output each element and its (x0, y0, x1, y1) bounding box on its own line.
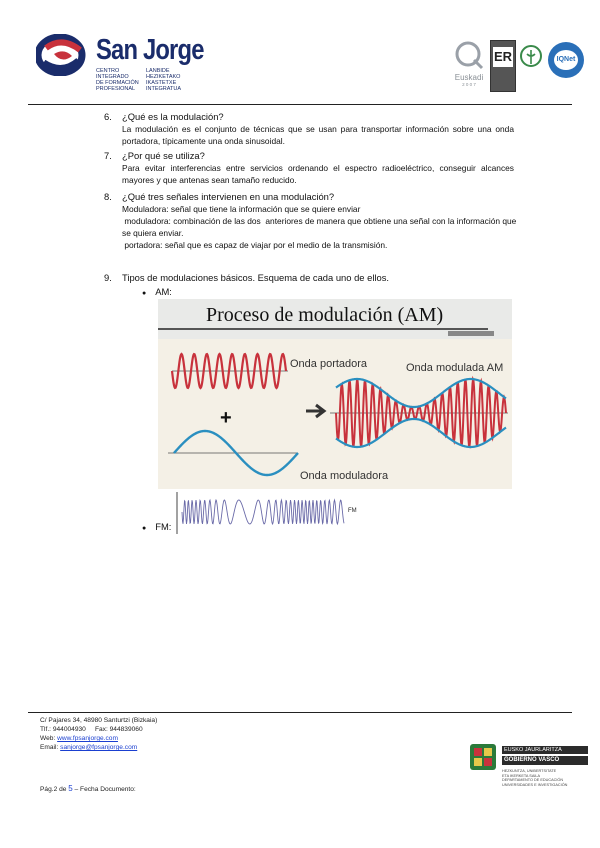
question-title: ¿Por qué se utiliza? (122, 150, 205, 161)
question-title: Tipos de modulaciones básicos. Esquema de cada uno de ellos. (122, 272, 390, 283)
gobierno-vasco-logo (468, 742, 588, 794)
question-title: ¿Qué es la modulación? (122, 111, 224, 122)
bullet-label: FM: (155, 521, 172, 532)
fm-wave (182, 500, 344, 524)
footer-divider (28, 712, 572, 713)
leaf-icon (518, 42, 544, 72)
page-info (40, 784, 136, 794)
san-jorge-logo-icon (36, 34, 88, 76)
page-total: 5 (68, 784, 73, 793)
date-label: – Fecha Documento: (74, 786, 136, 793)
dept-line: UNIVERSIDADES E INVESTIGACIÓN (502, 782, 568, 787)
modulated-label: Onda modulada AM (406, 362, 504, 374)
logo-subtitle-left (96, 68, 144, 92)
logo-sub-line: CENTRO (96, 68, 120, 74)
coat-of-arms-icon (468, 742, 498, 772)
figure-title: Proceso de modulación (AM) (206, 304, 444, 326)
carrier-label: Onda portadora (290, 358, 368, 370)
question-6 (104, 110, 524, 147)
gov-department (502, 769, 567, 787)
bullet-dot-icon: ● (142, 525, 147, 532)
bullet-fm (142, 521, 171, 532)
logo-sub-line: PROFESIONAL (96, 86, 136, 92)
logo-name: San Jorge (96, 34, 204, 66)
logo-sub-line: IKASTETXE (146, 80, 177, 86)
er-label: ER (493, 47, 513, 67)
title-bar-shade (448, 331, 494, 336)
answer-text: Para evitar interferencias entre servicios ordenando el espectro radioeléctrico, conseguir alcances mayores y que antenas sean tamaño reducido. (122, 163, 514, 185)
fm-modulation-figure (176, 492, 362, 534)
header-divider (28, 104, 572, 105)
logo-sub-line: INTEGRATUA (146, 86, 182, 92)
question-number: 6. (104, 111, 112, 122)
aenor-env-logo (518, 42, 544, 90)
footer-web (40, 734, 157, 743)
question-8 (104, 190, 524, 251)
question-number: 9. (104, 272, 112, 283)
modulating-label: Onda moduladora (300, 470, 389, 482)
answer-text: La modulación es el conjunto de técnicas que se usan para transportar información sobre una onda portadora, típicamente una onda sinusoidal. (122, 124, 514, 146)
email-link[interactable]: sanjorge@fpsanjorge.com (60, 744, 138, 751)
logo-sub-line: INTEGRADO (96, 74, 129, 80)
question-7 (104, 149, 524, 186)
fm-label: FM (348, 508, 357, 514)
web-label: Web: (40, 735, 56, 742)
answer-text: portadora: señal que es capaz de viajar por el medio de la transmisión. (122, 240, 388, 250)
question-9 (104, 271, 524, 284)
footer-phone: Tlf.: 944004930 Fax: 944839060 (40, 726, 143, 733)
email-label: Email: (40, 744, 59, 751)
question-title: ¿Qué tres señales intervienen en una modulación? (122, 191, 335, 202)
answer-text: moduladora: combinación de las dos anteriores de manera que obtiene una señal con la información que se quiera enviar. (122, 216, 519, 238)
q-quality-icon (450, 40, 488, 70)
bullet-dot-icon: ● (142, 290, 147, 297)
page-prefix: Pág.2 de (40, 786, 67, 793)
gov-name-basque: EUSKO JAURLARITZA (502, 746, 588, 754)
bullet-am (142, 286, 172, 297)
am-modulation-figure (158, 299, 512, 489)
plus-sign: + (220, 407, 232, 429)
dept-line: DEPARTAMENTO DE EDUCACIÓN (502, 778, 564, 782)
bullet-label: AM: (155, 286, 172, 297)
year-label: 2 0 0 7 (462, 82, 476, 87)
logo-sub-line: DE FORMACIÓN (96, 80, 139, 86)
aenor-er-logo (490, 40, 516, 92)
gov-name-spanish: GOBIERNO VASCO (502, 756, 588, 765)
question-number: 8. (104, 191, 112, 202)
euskadi-label: Euskadi (454, 73, 484, 82)
question-number: 7. (104, 150, 112, 161)
footer-contact (40, 716, 157, 752)
dept-line: HEZKUNTZA, UNIBERTSITATE (502, 769, 557, 773)
logo-sub-line: HEZIKETAKO (146, 74, 181, 80)
logo-sub-line: LANBIDE (146, 68, 170, 74)
footer-address: C/ Pajares 34, 48980 Santurtzi (Bizkaia) (40, 717, 158, 724)
answer-text: Moduladora: señal que tiene la información que se quiere enviar (122, 204, 361, 214)
dept-line: ETA IKERKETA SAILA (502, 773, 541, 778)
iqnet-logo (548, 42, 584, 78)
euskadi-quality-logo (450, 40, 488, 88)
website-link[interactable]: www.fpsanjorge.com (57, 735, 118, 742)
logo-subtitle-right (146, 68, 194, 92)
iqnet-label: IQNet (554, 50, 578, 70)
footer-email (40, 743, 157, 752)
